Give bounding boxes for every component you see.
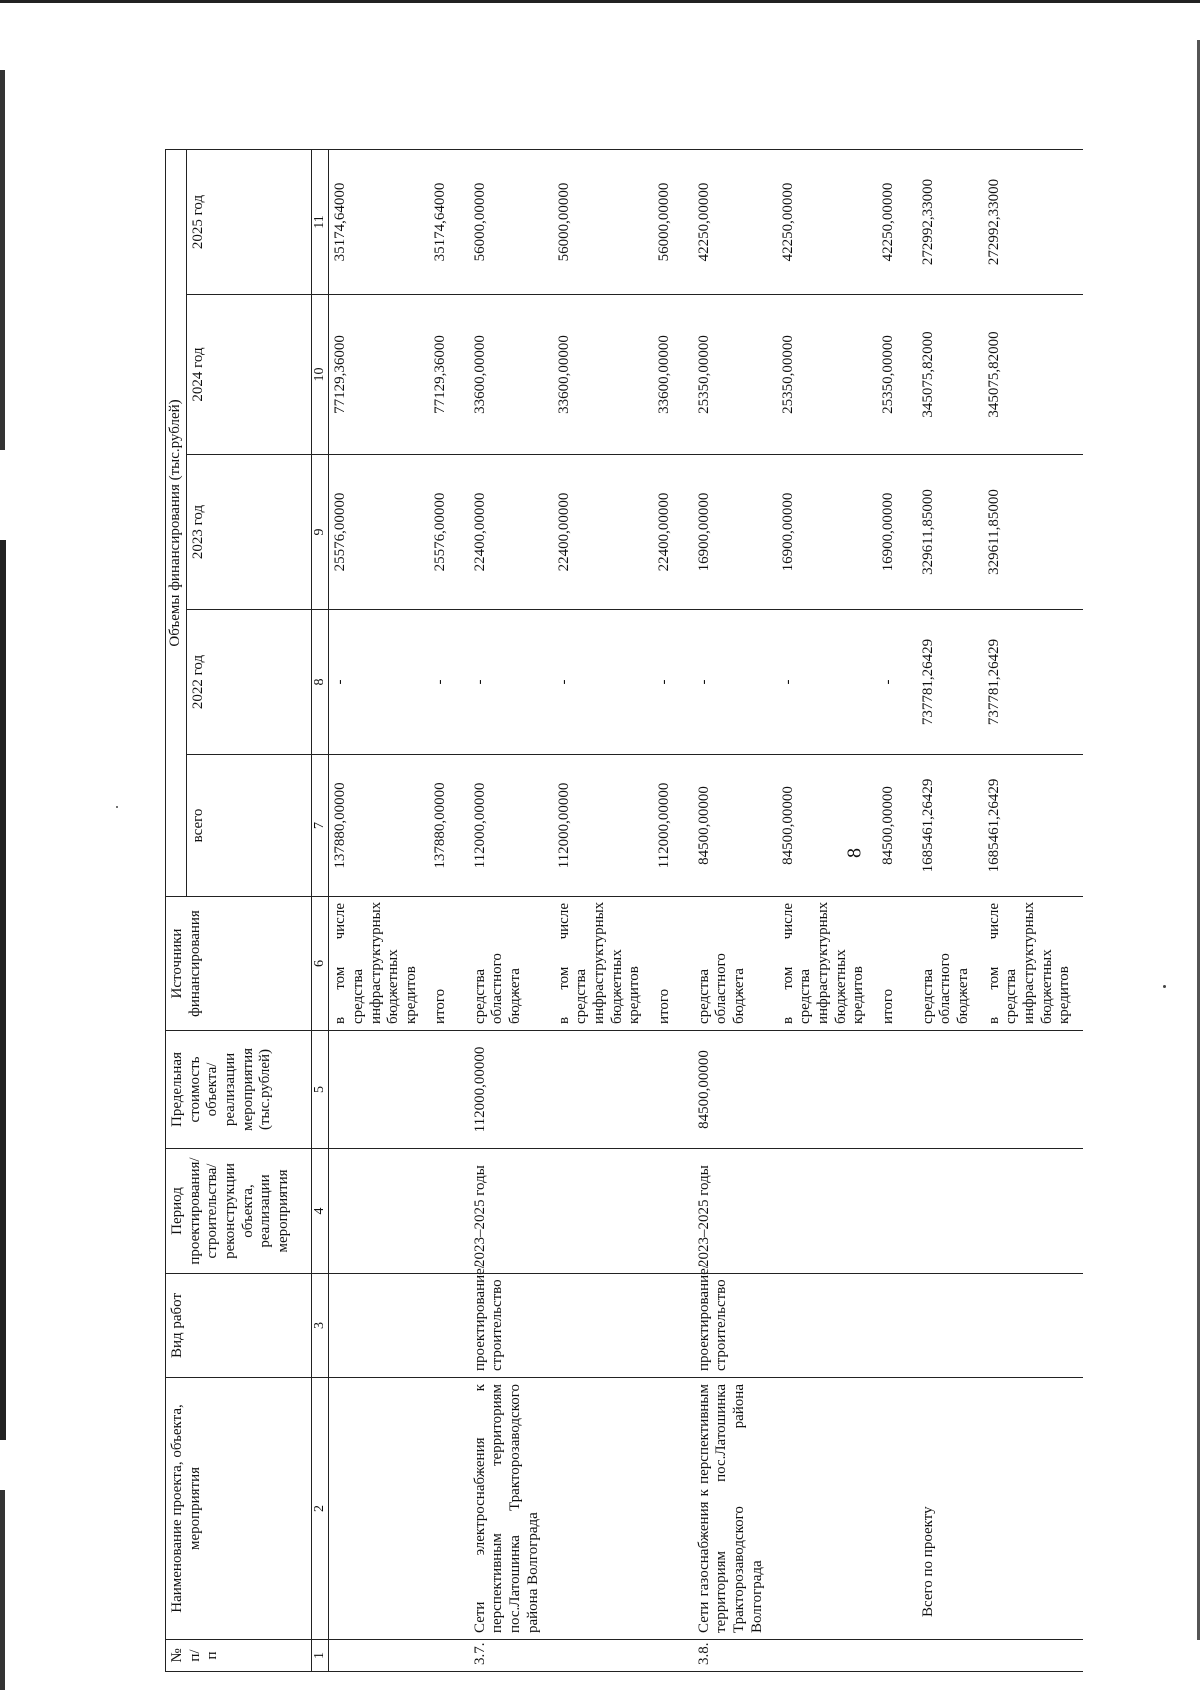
row-2024: 345075,82000 [917, 295, 983, 455]
row-name [553, 1378, 653, 1640]
col-number: 10 [311, 295, 329, 455]
row-total: 112000,00000 [653, 755, 693, 897]
row-2025: 35174,64000 [329, 149, 429, 294]
row-work [429, 1274, 469, 1378]
row-total: 1685461,26429 [917, 755, 983, 897]
header-num: № п/п [166, 1640, 312, 1672]
header-2023: 2023 год [186, 455, 311, 610]
header-period: Период проектирования/ строительства/ реконструкции объекта, реализации мероприятия [166, 1149, 312, 1274]
header-2025: 2025 год [186, 149, 311, 294]
row-period: 2023–2025 годы [693, 1149, 777, 1274]
row-num [653, 1640, 693, 1672]
row-2023: 22400,00000 [553, 455, 653, 610]
row-name [429, 1378, 469, 1640]
row-name: Сети газоснабжения к перспективным территориям пос.Латошинка Тракторозаводского района Волгограда [693, 1378, 777, 1640]
row-name: Сети электроснабжения к перспективным территориям пос.Латошинка Тракторозаводского района Волгограда [469, 1378, 553, 1640]
row-num: 3.8. [693, 1640, 777, 1672]
row-cost: 84500,00000 [693, 1031, 777, 1149]
row-name [329, 1378, 429, 1640]
row-2022: - [877, 610, 917, 755]
row-2024: 77129,36000 [329, 295, 429, 455]
row-2025: 35174,64000 [429, 149, 469, 294]
row-2022: 737781,26429 [917, 610, 983, 755]
row-name [653, 1378, 693, 1640]
header-cost: Предельная стоимость объекта/ реализации мероприятия (тыс.рублей) [166, 1031, 312, 1149]
row-source: средства областного бюджета [469, 897, 553, 1031]
col-number: 2 [311, 1378, 329, 1640]
row-source: средства областного бюджета [693, 897, 777, 1031]
row-period [329, 1149, 429, 1274]
row-num [429, 1640, 469, 1672]
row-source: в том числе средства инфраструктурных бюджетных кредитов [983, 897, 1083, 1031]
row-2023: 25576,00000 [329, 455, 429, 610]
scan-edge-left [0, 1490, 5, 1690]
row-2024: 33600,00000 [469, 295, 553, 455]
table-row [329, 149, 429, 1671]
row-total: 84500,00000 [777, 755, 877, 897]
header-work: Вид работ [166, 1274, 312, 1378]
header-2024: 2024 год [186, 295, 311, 455]
row-work [653, 1274, 693, 1378]
row-2023: 329611,85000 [983, 455, 1083, 610]
row-2025: 42250,00000 [693, 149, 777, 294]
table-row [553, 149, 653, 1671]
row-work: проектирование/ строительство [693, 1274, 777, 1378]
row-2022: - [653, 610, 693, 755]
row-2025: 56000,00000 [653, 149, 693, 294]
row-2023: 22400,00000 [469, 455, 553, 610]
row-2024: 33600,00000 [653, 295, 693, 455]
row-2022: - [329, 610, 429, 755]
row-source: в том числе средства инфраструктурных бюджетных кредитов [777, 897, 877, 1031]
row-total: 137880,00000 [329, 755, 429, 897]
financing-table-frame [165, 150, 1145, 1672]
row-period [429, 1149, 469, 1274]
column-number-row [311, 149, 329, 1671]
table-row [983, 149, 1083, 1671]
row-work [553, 1274, 653, 1378]
row-cost [553, 1031, 653, 1149]
row-name: Всего по проекту [917, 1378, 983, 1640]
table-row [877, 149, 917, 1671]
row-cost [653, 1031, 693, 1149]
table-row [653, 149, 693, 1671]
page-number: 8 [843, 848, 866, 858]
row-cost [777, 1031, 877, 1149]
col-number: 8 [311, 610, 329, 755]
row-num [329, 1640, 429, 1672]
row-2025: 56000,00000 [553, 149, 653, 294]
row-2022: - [429, 610, 469, 755]
row-work [983, 1274, 1083, 1378]
row-source: итого [877, 897, 917, 1031]
row-source: итого [429, 897, 469, 1031]
row-total: 112000,00000 [469, 755, 553, 897]
row-period [653, 1149, 693, 1274]
row-2024: 345075,82000 [983, 295, 1083, 455]
row-total: 112000,00000 [553, 755, 653, 897]
row-2022: 737781,26429 [983, 610, 1083, 755]
table-row [777, 149, 877, 1671]
row-2024: 33600,00000 [553, 295, 653, 455]
scan-speck [1163, 985, 1166, 988]
row-num [917, 1640, 983, 1672]
scan-edge-top [0, 0, 1200, 3]
header-total: всего [186, 755, 311, 897]
row-total: 1685461,26429 [983, 755, 1083, 897]
row-cost [877, 1031, 917, 1149]
row-cost [429, 1031, 469, 1149]
row-total: 137880,00000 [429, 755, 469, 897]
row-name [877, 1378, 917, 1640]
row-num: 3.7. [469, 1640, 553, 1672]
row-period [777, 1149, 877, 1274]
row-2022: - [693, 610, 777, 755]
row-total: 84500,00000 [693, 755, 777, 897]
scan-edge-left [0, 70, 5, 450]
col-number: 9 [311, 455, 329, 610]
table-row [469, 149, 553, 1671]
row-total: 84500,00000 [877, 755, 917, 897]
row-cost [329, 1031, 429, 1149]
col-number: 7 [311, 755, 329, 897]
row-2023: 16900,00000 [877, 455, 917, 610]
row-cost [983, 1031, 1083, 1149]
row-source: в том числе средства инфраструктурных бюджетных кредитов [329, 897, 429, 1031]
row-work [917, 1274, 983, 1378]
row-cost: 112000,00000 [469, 1031, 553, 1149]
row-work: проектирование/ строительство [469, 1274, 553, 1378]
row-2024: 25350,00000 [877, 295, 917, 455]
row-2023: 22400,00000 [653, 455, 693, 610]
row-work [777, 1274, 877, 1378]
col-number: 3 [311, 1274, 329, 1378]
row-2025: 272992,33000 [917, 149, 983, 294]
financing-table [165, 149, 1083, 1672]
row-2022: - [469, 610, 553, 755]
scan-edge-left [0, 540, 6, 1440]
row-num [553, 1640, 653, 1672]
header-2022: 2022 год [186, 610, 311, 755]
row-period [553, 1149, 653, 1274]
row-period: 2023–2025 годы [469, 1149, 553, 1274]
col-number: 5 [311, 1031, 329, 1149]
header-row [166, 149, 187, 1671]
scan-speck [116, 806, 118, 808]
row-work [329, 1274, 429, 1378]
row-work [877, 1274, 917, 1378]
row-name [777, 1378, 877, 1640]
row-2023: 16900,00000 [777, 455, 877, 610]
col-number: 11 [311, 149, 329, 294]
row-cost [917, 1031, 983, 1149]
table-row [693, 149, 777, 1671]
row-source: итого [653, 897, 693, 1031]
header-name: Наименование проекта, объекта, мероприятия [166, 1378, 312, 1640]
row-source: в том числе средства инфраструктурных бюджетных кредитов [553, 897, 653, 1031]
row-2025: 272992,33000 [983, 149, 1083, 294]
row-source: средства областного бюджета [917, 897, 983, 1031]
row-period [877, 1149, 917, 1274]
row-2023: 16900,00000 [693, 455, 777, 610]
row-num [877, 1640, 917, 1672]
col-number: 6 [311, 897, 329, 1031]
row-2024: 77129,36000 [429, 295, 469, 455]
row-2024: 25350,00000 [693, 295, 777, 455]
row-num [777, 1640, 877, 1672]
row-2025: 42250,00000 [877, 149, 917, 294]
row-2025: 56000,00000 [469, 149, 553, 294]
col-number: 1 [311, 1640, 329, 1672]
row-2022: - [777, 610, 877, 755]
row-2022: - [553, 610, 653, 755]
header-source: Источники финансирования [166, 897, 312, 1031]
row-2023: 25576,00000 [429, 455, 469, 610]
row-period [983, 1149, 1083, 1274]
row-2024: 25350,00000 [777, 295, 877, 455]
col-number: 4 [311, 1149, 329, 1274]
row-2023: 329611,85000 [917, 455, 983, 610]
row-num [983, 1640, 1083, 1672]
table-row [917, 149, 983, 1671]
row-2025: 42250,00000 [777, 149, 877, 294]
row-name [983, 1378, 1083, 1640]
table-row [429, 149, 469, 1671]
row-period [917, 1149, 983, 1274]
header-financing-group: Объемы финансирования (тыс.рублей) [166, 149, 187, 896]
